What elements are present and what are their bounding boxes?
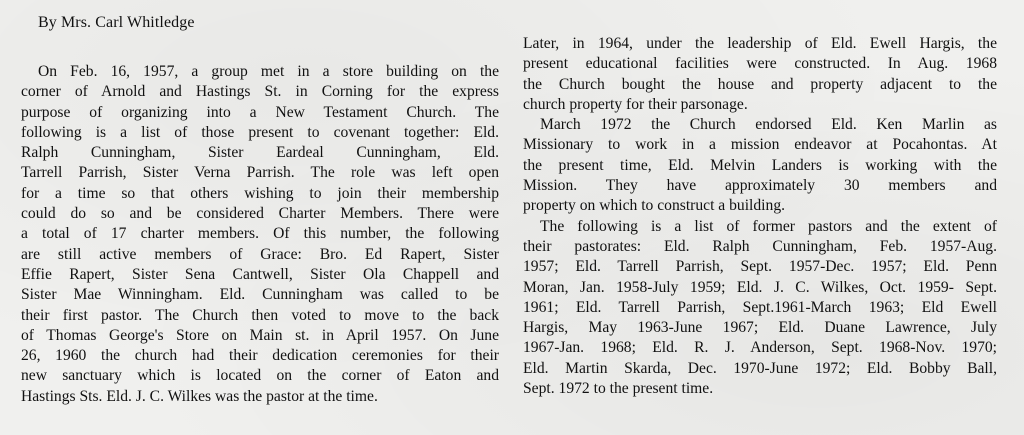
paragraph-line: Hargis, May 1963-June 1967; Eld. Duane Lawrence, July bbox=[523, 319, 997, 337]
paragraph-line: 26, 1960 the church had their dedication ceremonies for their bbox=[21, 347, 499, 365]
paragraph-line: 1957; Eld. Tarrell Parrish, Sept. 1957-Dec. 1957; Eld. Penn bbox=[523, 258, 997, 276]
paragraph-line: for a time so that others wishing to join their membership bbox=[21, 184, 499, 202]
byline: By Mrs. Carl Whitledge bbox=[38, 14, 195, 31]
paragraph-line: Eld. Martin Skarda, Dec. 1970-June 1972; Eld. Bobby Ball, bbox=[523, 359, 997, 377]
paragraph-line: are still active members of Grace: Bro. Ed Rapert, Sister bbox=[21, 245, 499, 263]
paragraph-line: Effie Rapert, Sister Sena Cantwell, Sister Ola Chappell and bbox=[21, 265, 499, 283]
paragraph-line: their first pastor. The Church then voted to move to the back bbox=[21, 306, 499, 324]
paragraph-line: The following is a list of former pastors and the extent of bbox=[540, 217, 997, 235]
paragraph-line: Sister Mae Winningham. Eld. Cunningham was called to be bbox=[21, 286, 499, 304]
paragraph-line: Ralph Cunningham, Sister Eardeal Cunningham, Eld. bbox=[21, 144, 499, 162]
paragraph-line: corner of Arnold and Hastings St. in Corning for the express bbox=[21, 83, 499, 101]
paragraph-line: Later, in 1964, under the leadership of Eld. Ewell Hargis, the bbox=[523, 35, 997, 52]
paragraph-line: Sept. 1972 to the present time. bbox=[523, 380, 714, 398]
paragraph-line: Tarrell Parrish, Sister Verna Parrish. The role was left open bbox=[21, 164, 499, 182]
paragraph-line: church property for their parsonage. bbox=[523, 95, 748, 113]
paragraph-line: purpose of organizing into a New Testament Church. The bbox=[21, 103, 499, 121]
paragraph-line: Missionary to work in a mission endeavor at Pocahontas. At bbox=[523, 136, 997, 154]
paragraph-line: the present time, Eld. Melvin Landers is working with the bbox=[523, 156, 997, 174]
right-column bbox=[523, 34, 997, 399]
paragraph-line: On Feb. 16, 1957, a group met in a store building on the bbox=[38, 63, 499, 80]
paragraph-line: a total of 17 charter members. Of this number, the following bbox=[21, 225, 499, 243]
paragraph-line: 1967-Jan. 1968; Eld. R. J. Anderson, Sept. 1968-Nov. 1970; bbox=[523, 339, 997, 357]
paragraph-line: present educational facilities were constructed. In Aug. 1968 bbox=[523, 55, 997, 73]
paragraph-line: could do so and be considered Charter Members. There were bbox=[21, 205, 499, 223]
paragraph-line: of Thomas George's Store on Main st. in April 1957. On June bbox=[21, 326, 499, 344]
paragraph-line: new sanctuary which is located on the corner of Eaton and bbox=[21, 367, 499, 385]
paragraph-line: property on which to construct a building. bbox=[523, 197, 786, 215]
paragraph-line: Moran, Jan. 1958-July 1959; Eld. J. C. Wilkes, Oct. 1959- Sept. bbox=[523, 278, 997, 296]
paragraph-line: March 1972 the Church endorsed Eld. Ken Marlin as bbox=[540, 116, 997, 134]
left-column bbox=[21, 62, 499, 407]
paragraph-line: their pastorates: Eld. Ralph Cunningham, Feb. 1957-Aug. bbox=[523, 237, 997, 255]
paragraph-line: following is a list of those present to covenant together: Eld. bbox=[21, 123, 499, 141]
paragraph-line: Hastings Sts. Eld. J. C. Wilkes was the pastor at the time. bbox=[21, 387, 378, 405]
paragraph-line: 1961; Eld. Tarrell Parrish, Sept.1961-March 1963; Eld Ewell bbox=[523, 298, 997, 316]
paragraph-line: the Church bought the house and property adjacent to the bbox=[523, 75, 997, 93]
paragraph-line: Mission. They have approximately 30 members and bbox=[523, 177, 997, 195]
